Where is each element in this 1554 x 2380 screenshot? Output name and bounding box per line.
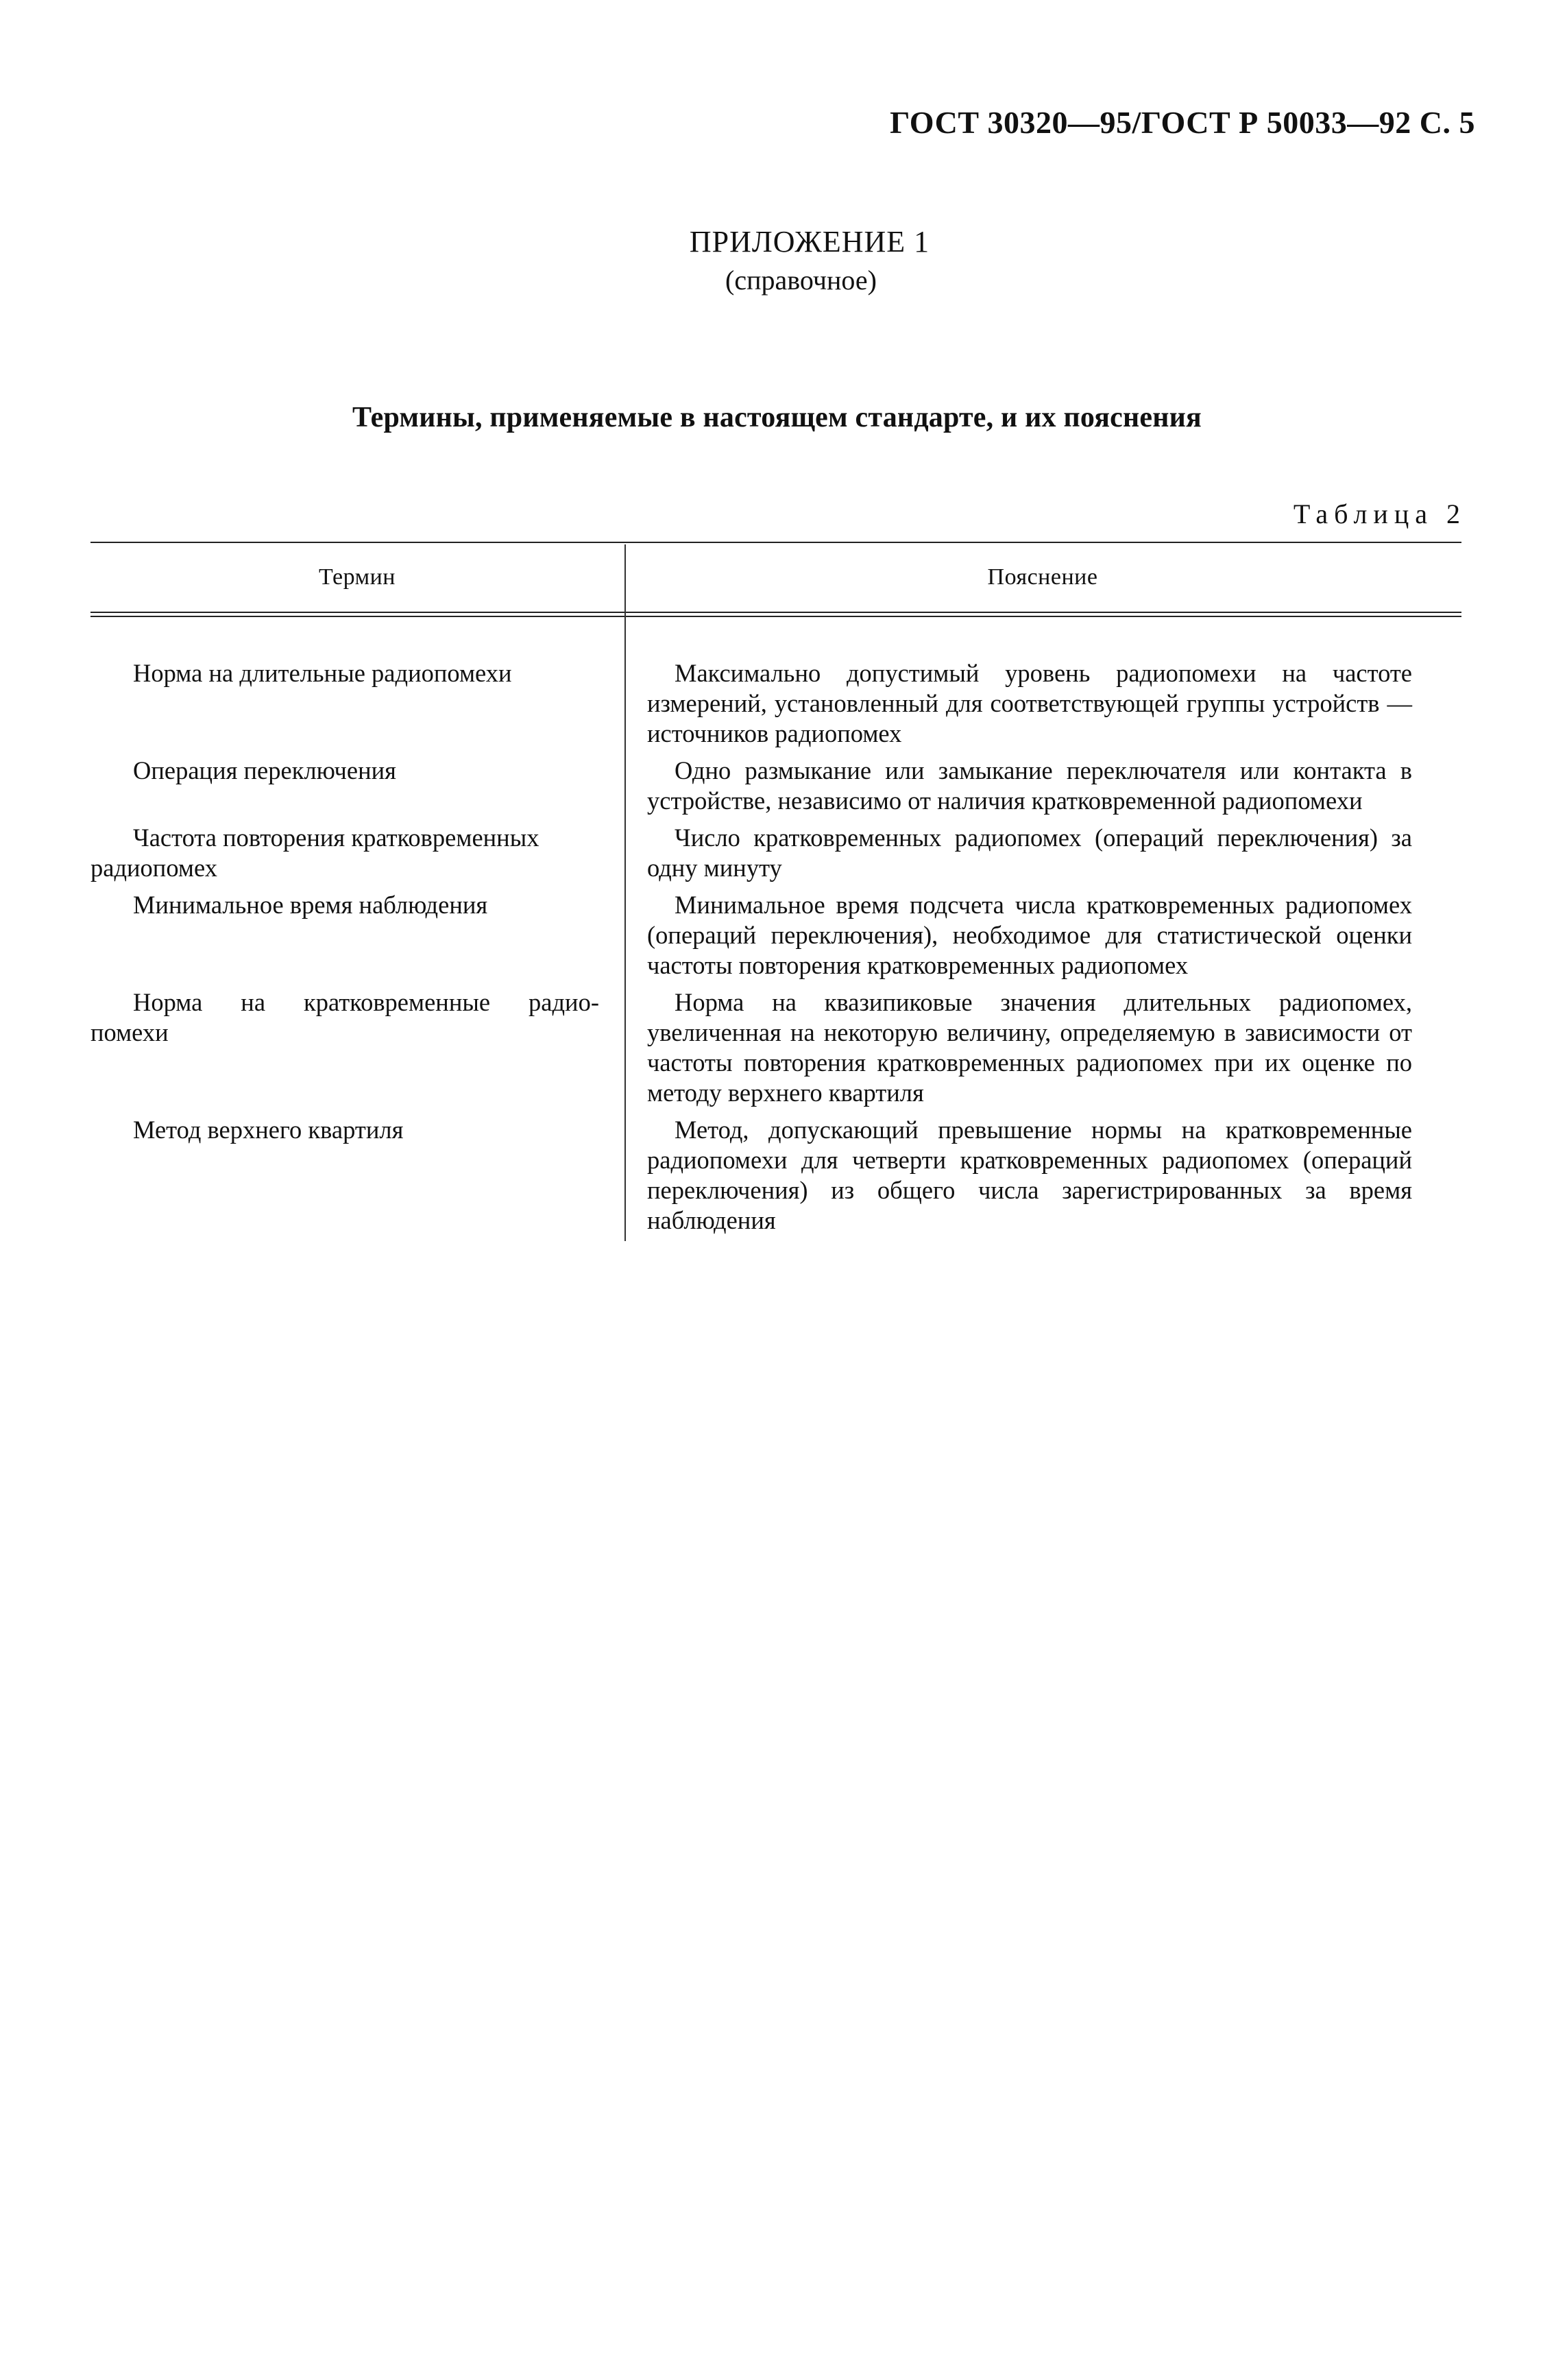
term-text: Метод верхнего квартиля xyxy=(133,1116,404,1144)
table-row xyxy=(90,658,1461,749)
explanation-cell: Одно размыкание или замыкание переключателя или контакта в устройстве, независимо от наличия кратковременной радиопомехи xyxy=(647,756,1412,815)
term-cell xyxy=(90,890,599,981)
table-row xyxy=(90,1115,1461,1236)
term-cell xyxy=(90,1115,599,1236)
term-cell xyxy=(90,987,599,1108)
table-row xyxy=(90,756,1461,816)
appendix-subtitle: (справочное) xyxy=(725,265,877,296)
term-cell xyxy=(90,823,599,883)
appendix-title: ПРИЛОЖЕНИЕ 1 xyxy=(689,225,930,259)
appendix-heading xyxy=(0,223,1554,300)
table-row xyxy=(90,987,1461,1108)
explanation-cell: Минимальное время подсчета числа кратковременных радиопомех (операций переключения), необходимое для статистической оценки частоты повторения кратковременных радиопомех xyxy=(647,891,1412,979)
table-header-row xyxy=(90,543,1461,612)
term-text-continued: помехи xyxy=(90,1018,169,1046)
section-title: Термины, применяемые в настоящем стандарте, и их пояснения xyxy=(352,402,1202,433)
term-text: Частота повторения кратковременных xyxy=(133,824,539,852)
explanation-cell: Норма на квазипиковые значения длительных радиопомех, увеличенная на некоторую величину, определяемую в зависимости от частоты повторения кратковременных радиопомех при их оценке по методу верхнего квартиля xyxy=(647,988,1412,1107)
explanation-cell: Максимально допустимый уровень радиопомехи на частоте измерений, установленный для соответствующей группы устройств — источников радиопомех xyxy=(647,659,1412,747)
term-text-continued: радиопомех xyxy=(90,854,217,882)
term-cell xyxy=(90,658,599,749)
term-text: Операция переключения xyxy=(133,756,396,784)
column-divider xyxy=(624,544,626,1241)
term-text: Норма на длительные радиопомехи xyxy=(133,659,512,687)
term-text: Минимальное время наблюдения xyxy=(133,891,488,919)
term-cell xyxy=(90,756,599,816)
table-body xyxy=(90,617,1461,1236)
term-text: Норма на кратковременные радио- xyxy=(133,988,599,1016)
column-header-term: Термин xyxy=(319,564,396,590)
table-row xyxy=(90,823,1461,883)
table-row xyxy=(90,890,1461,981)
explanation-cell: Число кратковременных радиопомех (операций переключения) за одну минуту xyxy=(647,824,1412,882)
table-label: Таблица 2 xyxy=(1293,498,1466,529)
explanation-cell: Метод, допускающий превышение нормы на кратковременные радиопомехи для четверти кратковременных радиопомех (операций переключения) из общего числа зарегистрированных за время наблюдения xyxy=(647,1116,1412,1234)
column-header-explanation: Пояснение xyxy=(987,564,1098,590)
terms-table xyxy=(90,542,1461,1236)
table-header-rule xyxy=(90,612,1461,617)
page-header: ГОСТ 30320—95/ГОСТ Р 50033—92 С. 5 xyxy=(890,105,1475,140)
